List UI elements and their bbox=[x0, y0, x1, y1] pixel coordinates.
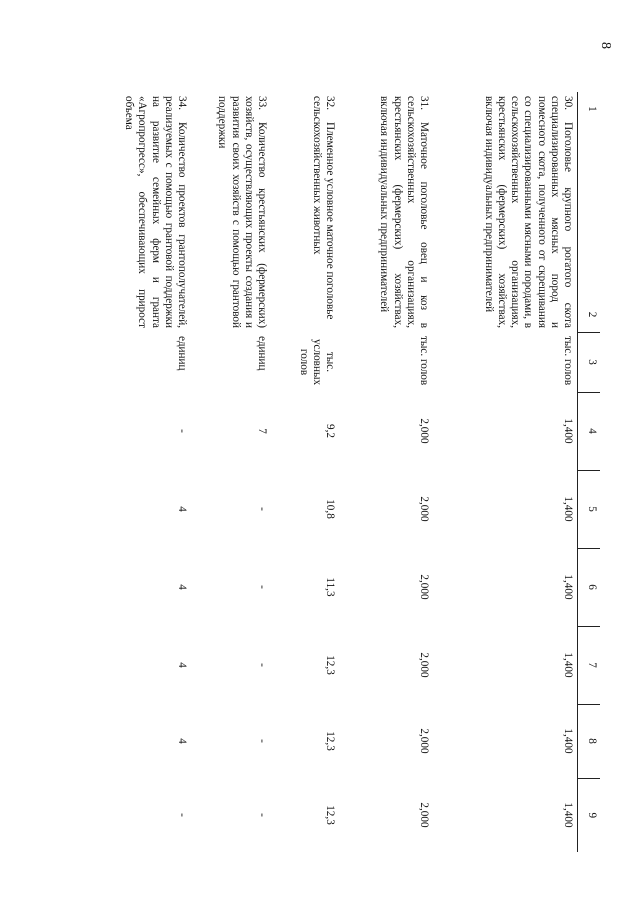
row-number: 31. bbox=[418, 96, 430, 110]
column-header-2: 2 bbox=[586, 311, 598, 318]
page-number: 8 bbox=[598, 42, 613, 49]
row-number: 32. bbox=[324, 96, 336, 110]
value-cell: 2,000 bbox=[418, 652, 430, 678]
value-cell: 1,400 bbox=[562, 574, 574, 600]
table-header-row bbox=[578, 92, 601, 852]
value-cell: 2,000 bbox=[418, 418, 430, 444]
table-row bbox=[191, 92, 271, 852]
column-header-unit: 3 bbox=[578, 332, 601, 392]
value-cell: 4 bbox=[176, 506, 188, 512]
value-cell: 2,000 bbox=[418, 728, 430, 754]
value-cell: 4 bbox=[176, 584, 188, 590]
unit-cell: единиц bbox=[176, 336, 188, 371]
value-cell: 12,3 bbox=[324, 731, 336, 751]
value-cell: 12,3 bbox=[324, 805, 336, 825]
indicator-text: Количество проектов грантополучателей, реализуемых с помощью грантовой поддержки на развитие семейных ферм и гранта «Агропрогресс», обеспечивающих прирост объема bbox=[123, 96, 188, 328]
value-cell: - bbox=[176, 429, 188, 433]
value-cell: 1,400 bbox=[562, 802, 574, 828]
value-cell: 2,000 bbox=[418, 802, 430, 828]
indicators-table bbox=[120, 92, 600, 852]
value-cell: 2,000 bbox=[418, 574, 430, 600]
indicator-text: Поголовье крупного рогатого скота специализированных мясных пород и помесного скота, полученного от скрещивания со специализированными мясными породами, в сельскохозяйственных организациях, крестьянских (фермерских) хозяйствах, включая индивидуальных предпринимателей bbox=[482, 96, 574, 328]
indicator-name bbox=[339, 92, 433, 332]
table-row bbox=[339, 92, 433, 852]
indicator-name bbox=[433, 92, 578, 332]
value-cell: - bbox=[256, 507, 268, 511]
value-cell: 11,3 bbox=[324, 577, 336, 597]
column-header-name bbox=[578, 92, 601, 332]
value-cell: 2,000 bbox=[418, 496, 430, 522]
row-number: 33. bbox=[256, 96, 268, 110]
value-cell: - bbox=[256, 585, 268, 589]
column-header-1: 1 bbox=[586, 106, 598, 112]
value-cell: - bbox=[256, 813, 268, 817]
value-cell: 10,8 bbox=[324, 499, 336, 519]
indicator-name bbox=[191, 92, 271, 332]
unit-cell: единиц bbox=[256, 336, 268, 371]
indicator-text: Племенное условное маточное поголовье сельскохозяйственных животных bbox=[310, 96, 336, 320]
row-number: 34. bbox=[176, 96, 188, 110]
table-row bbox=[433, 92, 578, 852]
value-cell: 1,400 bbox=[562, 728, 574, 754]
value-cell: 12,3 bbox=[324, 655, 336, 675]
value-cell: 1,400 bbox=[562, 418, 574, 444]
value-cell: - bbox=[176, 813, 188, 817]
column-header-4: 4 bbox=[578, 392, 601, 470]
row-number: 30. bbox=[562, 96, 574, 110]
column-header-9: 9 bbox=[578, 778, 601, 852]
value-cell: 4 bbox=[176, 662, 188, 668]
indicator-name bbox=[271, 92, 339, 332]
value-cell: 7 bbox=[256, 428, 268, 434]
value-cell: - bbox=[256, 663, 268, 667]
value-cell: 9,2 bbox=[324, 424, 336, 438]
column-header-5: 5 bbox=[578, 470, 601, 548]
value-cell: 1,400 bbox=[562, 652, 574, 678]
table-row bbox=[103, 92, 191, 852]
indicator-text: Маточное поголовье овец и коз в сельскохозяйственных организациях, крестьянских (фермерских) хозяйствах, включая индивидуальных предпринимателей bbox=[378, 96, 430, 328]
table-row bbox=[271, 92, 339, 852]
column-header-7: 7 bbox=[578, 626, 601, 704]
unit-cell: тыс. условных голов bbox=[297, 338, 336, 386]
indicator-text: Количество крестьянских (фермерских) хозяйств, осуществляющих проекты создания и развития своих хозяйств с помощью грантовой поддержки bbox=[216, 96, 268, 328]
value-cell: 1,400 bbox=[562, 496, 574, 522]
column-header-8: 8 bbox=[578, 704, 601, 778]
indicator-name bbox=[103, 92, 191, 332]
value-cell: 4 bbox=[176, 738, 188, 744]
column-header-6: 6 bbox=[578, 548, 601, 626]
value-cell: - bbox=[256, 739, 268, 743]
unit-cell: тыс. голов bbox=[418, 336, 430, 386]
unit-cell: тыс. голов bbox=[562, 336, 574, 386]
